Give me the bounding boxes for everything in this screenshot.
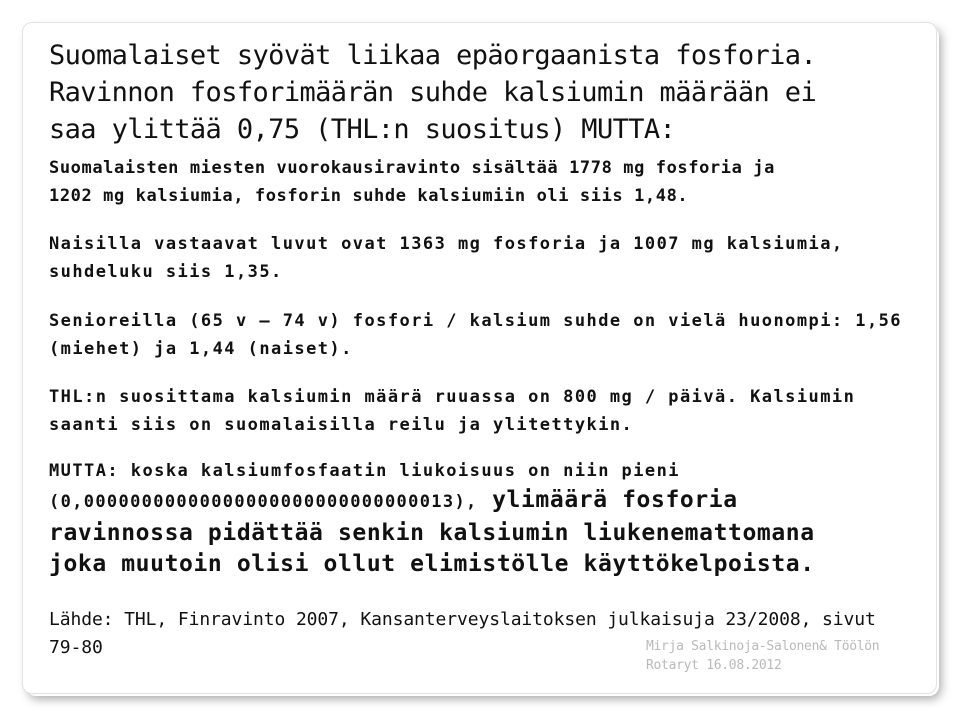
source-line-1: Lähde: THL, Finravinto 2007, Kansanterveyslaitoksen julkaisuja 23/2008, sivut — [49, 609, 876, 630]
paragraph-seniors-line-2: (miehet) ja 1,44 (naiset). — [49, 339, 353, 359]
paragraph-recommendation — [49, 383, 855, 439]
paragraph-recommendation-line-1: THL:n suosittama kalsiumin määrä ruuassa on 800 mg / päivä. Kalsiumin — [49, 387, 856, 407]
paragraph-men-line-2: 1202 mg kalsiumia, fosforin suhde kalsiumiin oli siis 1,48. — [49, 186, 689, 206]
slide — [22, 22, 937, 694]
paragraph-but-line-4: joka muutoin olisi ollut elimistölle käyttökelpoista. — [49, 551, 815, 577]
paragraph-women-line-2: suhdeluku siis 1,35. — [49, 262, 283, 282]
credit-line-2: Rotaryt 16.08.2012 — [646, 658, 782, 673]
heading-line-2: Ravinnon fosforimäärän suhde kalsiumin määrään ei — [49, 77, 817, 108]
heading-line-3: saa ylittää 0,75 (THL:n suositus) MUTTA: — [49, 114, 676, 145]
paragraph-men — [49, 154, 775, 210]
source-line-2: 79-80 — [49, 637, 103, 658]
solubility-value: (0,00000000000000000000000000000013), — [49, 492, 478, 512]
paragraph-seniors-line-1: Senioreilla (65 v – 74 v) fosfori / kalsium suhde on vielä huonompi: 1,56 — [49, 311, 902, 331]
heading-line-1: Suomalaiset syövät liikaa epäorgaanista fosforia. — [49, 40, 817, 71]
author-credit — [646, 637, 879, 675]
paragraph-women — [49, 230, 844, 286]
paragraph-but-line-1: MUTTA: koska kalsiumfosfaatin liukoisuus on niin pieni — [49, 461, 680, 481]
paragraph-but-line-2 — [49, 485, 815, 518]
paragraph-but-line-3: ravinnossa pidättää senkin kalsiumin liukenemattomana — [49, 520, 815, 546]
paragraph-men-line-1: Suomalaisten miesten vuorokausiravinto sisältää 1778 mg fosforia ja — [49, 158, 775, 178]
paragraph-but — [49, 457, 815, 580]
credit-line-1: Mirja Salkinoja-Salonen& Töölön — [646, 639, 880, 654]
paragraph-seniors — [49, 307, 902, 363]
slide-heading — [49, 37, 816, 148]
excess-phosphorus-text: ylimäärä fosforia — [477, 487, 738, 513]
paragraph-recommendation-line-2: saanti siis on suomalaisilla reilu ja ylitettykin. — [49, 415, 634, 435]
paragraph-women-line-1: Naisilla vastaavat luvut ovat 1363 mg fosforia ja 1007 mg kalsiumia, — [49, 234, 844, 254]
